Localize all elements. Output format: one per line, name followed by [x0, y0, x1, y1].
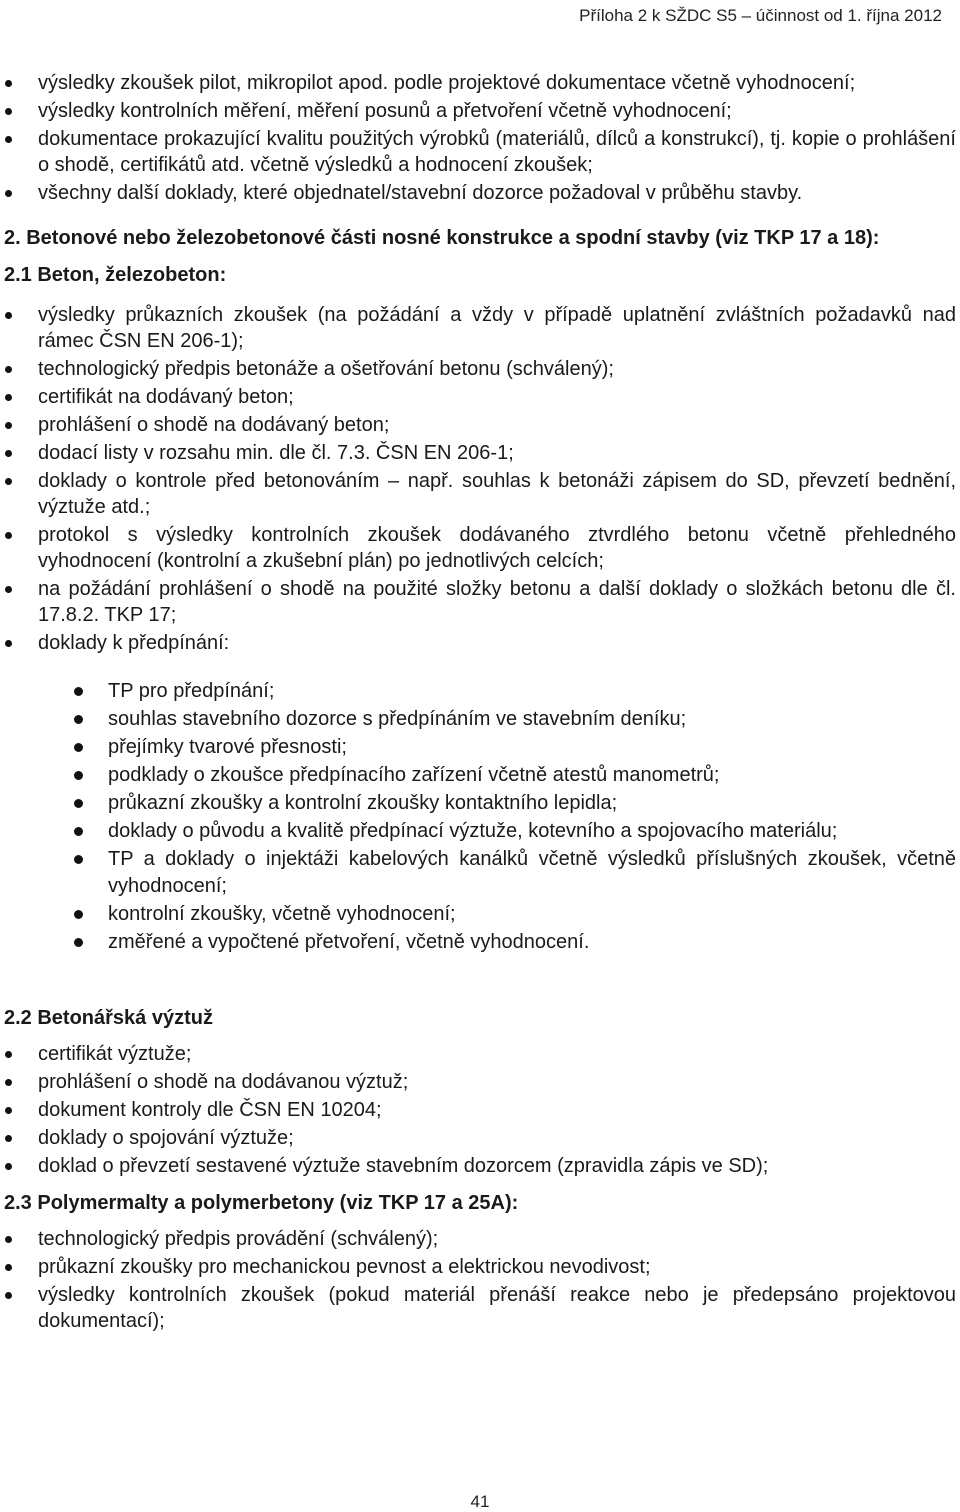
sub-list-item: souhlas stavebního dozorce s předpínáním ve stavebním deníku;	[0, 706, 960, 733]
page-number: 41	[470, 1492, 490, 1511]
list-item: certifikát výztuže;	[0, 1041, 960, 1067]
sub-list-item: změřené a vypočtené přetvoření, včetně vyhodnocení.	[0, 929, 960, 956]
prestressing-sublist	[0, 678, 960, 956]
list-item: dokument kontroly dle ČSN EN 10204;	[0, 1097, 960, 1123]
sub-list-item: průkazní zkoušky a kontrolní zkoušky kontaktního lepidla;	[0, 790, 960, 817]
list-item: technologický předpis provádění (schválený);	[0, 1226, 960, 1252]
intro-list	[0, 70, 960, 206]
document-body	[0, 70, 960, 1336]
sub-list-item: TP a doklady o injektáži kabelových kanálků včetně výsledků příslušných zkoušek, včetně vyhodnocení;	[0, 846, 960, 900]
list-item: na požádání prohlášení o shodě na použité složky betonu a další doklady o složkách betonu dle čl. 17.8.2. TKP 17;	[0, 576, 960, 628]
list-item: certifikát na dodávaný beton;	[0, 384, 960, 410]
section-2-1-heading: 2.1 Beton, železobeton:	[4, 264, 227, 286]
list-item: výsledky kontrolních zkoušek (pokud materiál přenáší reakce nebo je předepsáno projektovou dokumentací);	[0, 1282, 960, 1334]
sub-list-item: kontrolní zkoušky, včetně vyhodnocení;	[0, 901, 960, 928]
list-item: dokumentace prokazující kvalitu použitých výrobků (materiálů, dílců a konstrukcí), tj. kopie o prohlášení o shodě, certifikátů atd. včetně výsledků a hodnocení zkoušek;	[0, 126, 960, 178]
sub-list-item: TP pro předpínání;	[0, 678, 960, 705]
sub-list-item: podklady o zkoušce předpínacího zařízení včetně atestů manometrů;	[0, 762, 960, 789]
section-2-3-heading: 2.3 Polymermalty a polymerbetony (viz TKP 17 a 25A):	[4, 1192, 519, 1214]
sub-list-item: přejímky tvarové přesnosti;	[0, 734, 960, 761]
section-2-3-list	[0, 1226, 960, 1334]
page-header: Příloha 2 k SŽDC S5 – účinnost od 1. října 2012	[579, 6, 942, 25]
list-item: doklad o převzetí sestavené výztuže stavebním dozorcem (zpravidla zápis ve SD);	[0, 1153, 960, 1179]
list-item: všechny další doklady, které objednatel/stavební dozorce požadoval v průběhu stavby.	[0, 180, 960, 206]
list-item: protokol s výsledky kontrolních zkoušek dodávaného ztvrdlého betonu včetně přehledného vyhodnocení (kontrolní a zkušební plán) po jednotlivých celcích;	[0, 522, 960, 574]
list-item: dodací listy v rozsahu min. dle čl. 7.3. ČSN EN 206-1;	[0, 440, 960, 466]
section-2-heading: 2. Betonové nebo železobetonové části nosné konstrukce a spodní stavby (viz TKP 17 a 18):	[4, 227, 880, 249]
list-item: technologický předpis betonáže a ošetřování betonu (schválený);	[0, 356, 960, 382]
section-2-2-heading: 2.2 Betonářská výztuž	[4, 1007, 213, 1029]
list-item: průkazní zkoušky pro mechanickou pevnost a elektrickou nevodivost;	[0, 1254, 960, 1280]
list-item: výsledky zkoušek pilot, mikropilot apod. podle projektové dokumentace včetně vyhodnocení;	[0, 70, 960, 96]
list-item: doklady o spojování výztuže;	[0, 1125, 960, 1151]
list-item: výsledky průkazních zkoušek (na požádání a vždy v případě uplatnění zvláštních požadavků nad rámec ČSN EN 206-1);	[0, 302, 960, 354]
sub-list-item: doklady o původu a kvalitě předpínací výztuže, kotevního a spojovacího materiálu;	[0, 818, 960, 845]
list-item: prohlášení o shodě na dodávanou výztuž;	[0, 1069, 960, 1095]
list-item: doklady o kontrole před betonováním – např. souhlas k betonáži zápisem do SD, převzetí bednění, výztuže atd.;	[0, 468, 960, 520]
list-item: doklady k předpínání:	[0, 630, 960, 656]
section-2-1-list	[0, 302, 960, 656]
section-2-2-list	[0, 1041, 960, 1179]
list-item: výsledky kontrolních měření, měření posunů a přetvoření včetně vyhodnocení;	[0, 98, 960, 124]
list-item: prohlášení o shodě na dodávaný beton;	[0, 412, 960, 438]
